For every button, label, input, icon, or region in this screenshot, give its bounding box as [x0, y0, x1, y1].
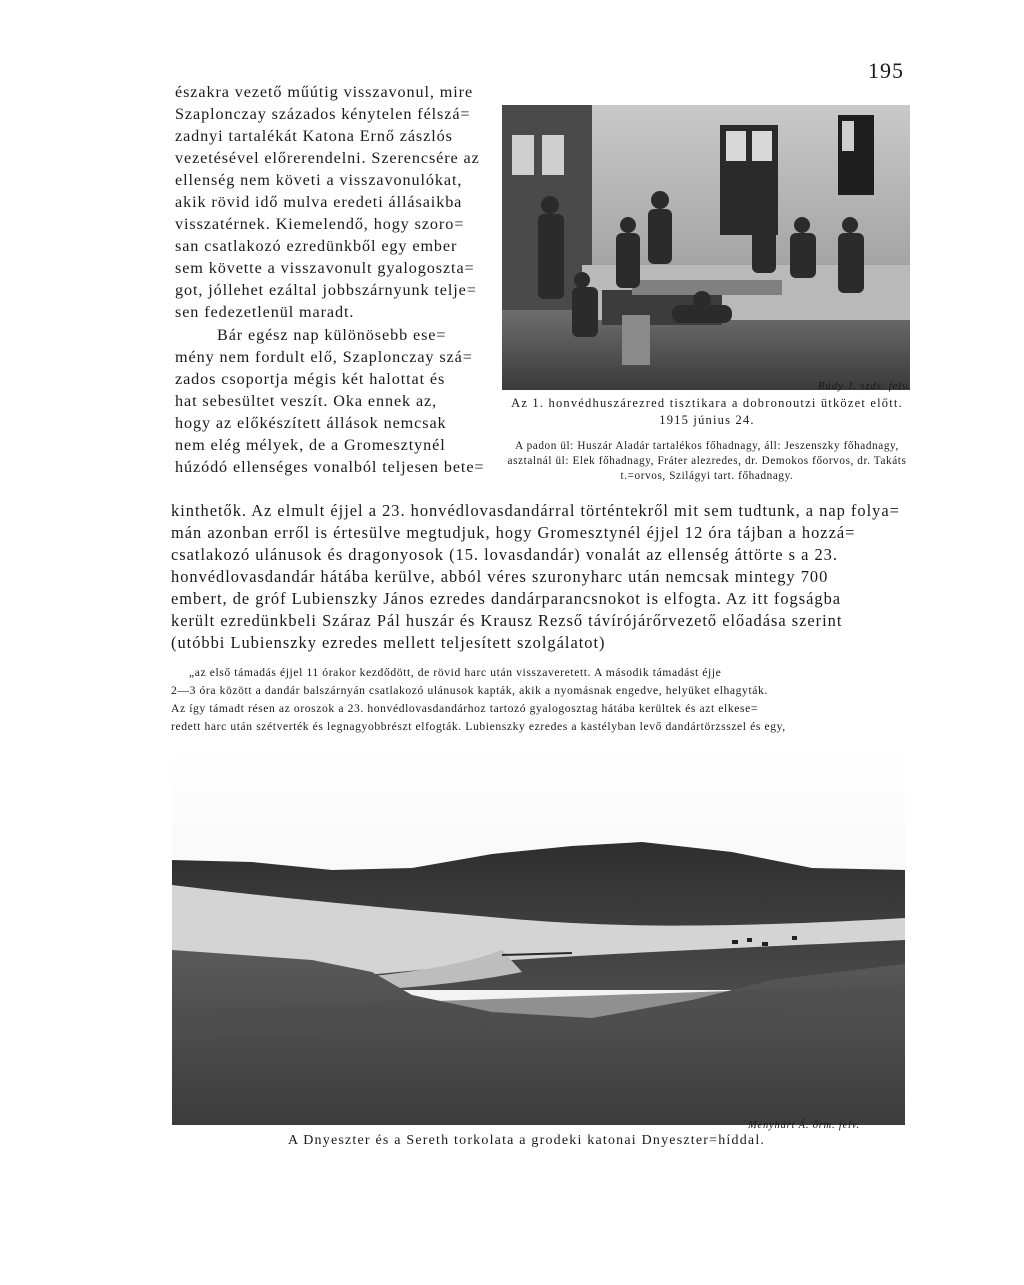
text-line: hogy az előkészített állások nemcsak: [175, 414, 447, 432]
quote-line: 2—3 óra között a dandár balszárnyán csatlakozó ulánusok kapták, akik a nyomásnak engedve, helyüket elhagyták.: [171, 684, 768, 697]
text-line: honvédlovasdandár hátába kerülve, abból véres szuronyharc után nemcsak mintegy 700: [171, 567, 829, 586]
text-line: sem követte a visszavonult gyalogoszta=: [175, 259, 475, 277]
text-line: kinthetők. Az elmult éjjel a 23. honvédlovasdandárral történtekről mit sem tudtunk, a nap folya=: [171, 501, 900, 520]
text-line: zadnyi tartalékát Katona Ernő zászlós: [175, 127, 453, 145]
photo-officers: [502, 105, 910, 390]
photo-caption: Az 1. honvédhuszárezred tisztikara a dobronoutzi ütközet előtt.: [511, 396, 903, 410]
quote-line: redett harc után szétverték és legnagyobbrészt elfogták. Lubienszky ezredes a kastélyban levő dandártörzsszel és egy,: [171, 720, 786, 733]
names-line: A padon ül: Huszár Aladár tartalékos főhadnagy, áll: Jeszenszky főhadnagy,: [515, 440, 899, 452]
photo-river: [172, 750, 905, 1125]
text-line: csatlakozó ulánusok és dragonyosok (15. lovasdandár) vonalát az ellenség áttörte s a 23.: [171, 545, 838, 564]
photo-caption-date: 1915 június 24.: [659, 413, 755, 427]
text-line: mény nem fordult elő, Szaplonczay szá=: [175, 348, 473, 366]
text-line: zados csoportja mégis két halottat és: [175, 370, 446, 388]
photo-credit: Menyhárt Á. őrm. felv.: [748, 1120, 860, 1131]
names-line: asztalnál ül: Elek főhadnagy, Fráter alezredes, dr. Demokos főorvos, dr. Takáts: [507, 455, 907, 467]
text-line: visszatérnek. Kiemelendő, hogy szoro=: [175, 215, 465, 233]
quote-line: Az így támadt résen az oroszok a 23. honvédlovasdandárhoz tartozó gyalogosztag hátába kerültek és azt elkese=: [171, 702, 759, 715]
text-line: került ezredünkbeli Száraz Pál huszár és Krausz Rezső távírójárőrvezető előadása szerint: [171, 611, 843, 630]
photo-caption: A Dnyeszter és a Sereth torkolata a grodeki katonai Dnyeszter=híddal.: [288, 1133, 766, 1148]
page-number: 195: [868, 58, 904, 83]
quote-line: „az első támadás éjjel 11 órakor kezdődött, de rövid harc után visszaveretett. A második támadást éjje: [189, 666, 722, 679]
text-line: hat sebesültet veszít. Oka ennek az,: [175, 392, 438, 410]
text-line: vezetésével előrerendelni. Szerencsére az: [175, 149, 480, 167]
text-line: mán azonban erről is értesülve megtudjuk, hogy Gromesztynél éjjel 12 óra tájban a hozzá=: [171, 523, 856, 542]
officers-photo-image: [502, 105, 910, 390]
left-column-text: [175, 82, 485, 482]
text-line: sen fedezetlenül maradt.: [175, 303, 355, 321]
text-line: nem elég mélyek, de a Gromesztynél: [175, 436, 446, 454]
text-line: északra vezető műútig visszavonul, mire: [175, 83, 474, 101]
text-line: got, jóllehet ezáltal jobbszárnyunk telje=: [175, 281, 477, 299]
text-line: embert, de gróf Lubienszky János ezredes dandárparancsnokot is elfogta. Az itt fogságba: [171, 589, 842, 608]
river-photo-image: [172, 750, 905, 1125]
text-line: (utóbbi Lubienszky ezredes mellett teljesített szolgálatot): [171, 633, 606, 652]
text-line: akik rövid idő mulva eredeti állásaikba: [175, 193, 463, 211]
names-line: t.=orvos, Szilágyi tart. főhadnagy.: [620, 470, 794, 482]
photo-credit: Rády J. szds. felv.: [818, 380, 911, 392]
text-line: Szaplonczay százados kénytelen félszá=: [175, 105, 471, 123]
text-line: ellenség nem követi a visszavonulókat,: [175, 171, 463, 189]
text-line: san csatlakozó ezredünkből egy ember: [175, 237, 458, 255]
text-line: húzódó ellenséges vonalból teljesen bete=: [175, 458, 485, 476]
text-line: Bár egész nap különösebb ese=: [217, 326, 447, 344]
